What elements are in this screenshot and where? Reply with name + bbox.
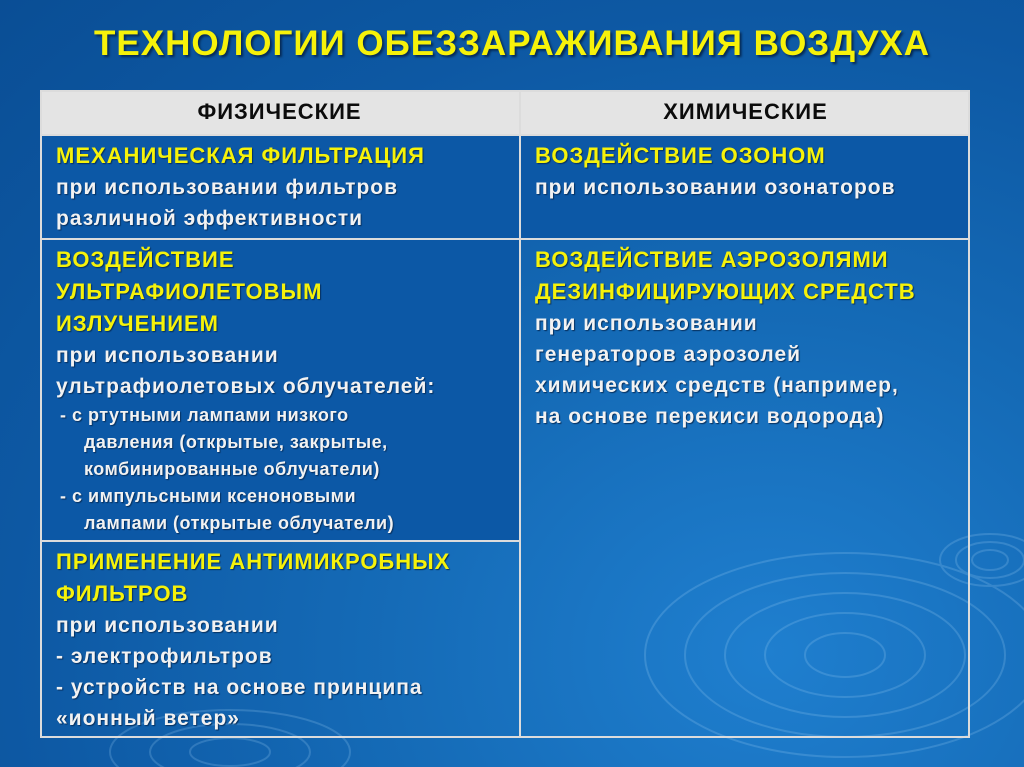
cell-text: при использовании фильтров [56, 176, 399, 199]
table-row-divider [40, 540, 521, 542]
cell-text: на основе перекиси водорода) [535, 405, 885, 428]
cell-text: - устройств на основе принципа [56, 676, 423, 699]
cell-lead: ДЕЗИНФИЦИРУЮЩИХ СРЕДСТВ [535, 279, 916, 304]
table-row-divider [40, 238, 970, 240]
cell-subitem: лампами (открытые облучатели) [84, 513, 395, 533]
cell-lead: МЕХАНИЧЕСКАЯ ФИЛЬТРАЦИЯ [56, 143, 425, 168]
table-border-top [40, 90, 970, 92]
cell-ozone [521, 136, 968, 238]
cell-antimicrobial-filters [42, 542, 519, 736]
table-column-divider [519, 90, 521, 738]
table-border-left [40, 90, 42, 738]
header-chemical [521, 90, 970, 134]
cell-text: генераторов аэрозолей [535, 343, 802, 366]
cell-lead: ИЗЛУЧЕНИЕМ [56, 311, 220, 336]
technologies-table [40, 90, 970, 738]
table-row-divider [40, 134, 970, 136]
cell-subitem: - с импульсными ксеноновыми [60, 486, 357, 506]
cell-lead: УЛЬТРАФИОЛЕТОВЫМ [56, 279, 323, 304]
cell-lead: ВОЗДЕЙСТВИЕ ОЗОНОМ [535, 143, 826, 168]
page-title: ТЕХНОЛОГИИ ОБЕЗЗАРАЖИВАНИЯ ВОЗДУХА [94, 24, 930, 63]
header-physical [40, 90, 519, 134]
header-physical-label: ФИЗИЧЕСКИЕ [197, 99, 362, 124]
cell-text: при использовании [535, 312, 758, 335]
cell-subitem: давления (открытые, закрытые, [84, 432, 388, 452]
header-chemical-label: ХИМИЧЕСКИЕ [663, 99, 828, 124]
table-border-bottom [40, 736, 970, 738]
cell-text: ультрафиолетовых облучателей: [56, 375, 436, 398]
cell-lead: ВОЗДЕЙСТВИЕ АЭРОЗОЛЯМИ [535, 247, 889, 272]
cell-text: «ионный ветер» [56, 707, 240, 730]
cell-uv-radiation [42, 240, 519, 540]
cell-lead: ВОЗДЕЙСТВИЕ [56, 247, 235, 272]
cell-text: химических средств (например, [535, 374, 899, 397]
table-border-right [968, 90, 970, 738]
cell-text: при использовании озонаторов [535, 176, 896, 199]
cell-text: - электрофильтров [56, 645, 273, 668]
cell-text: при использовании [56, 344, 279, 367]
cell-lead: ПРИМЕНЕНИЕ АНТИМИКРОБНЫХ [56, 549, 451, 574]
cell-mechanical-filtration [42, 136, 519, 238]
cell-lead: ФИЛЬТРОВ [56, 581, 189, 606]
cell-text: при использовании [56, 614, 279, 637]
cell-subitem: комбинированные облучатели) [84, 459, 380, 479]
cell-text: различной эффективности [56, 207, 364, 230]
cell-aerosol [521, 240, 968, 736]
cell-subitem: - с ртутными лампами низкого [60, 405, 349, 425]
